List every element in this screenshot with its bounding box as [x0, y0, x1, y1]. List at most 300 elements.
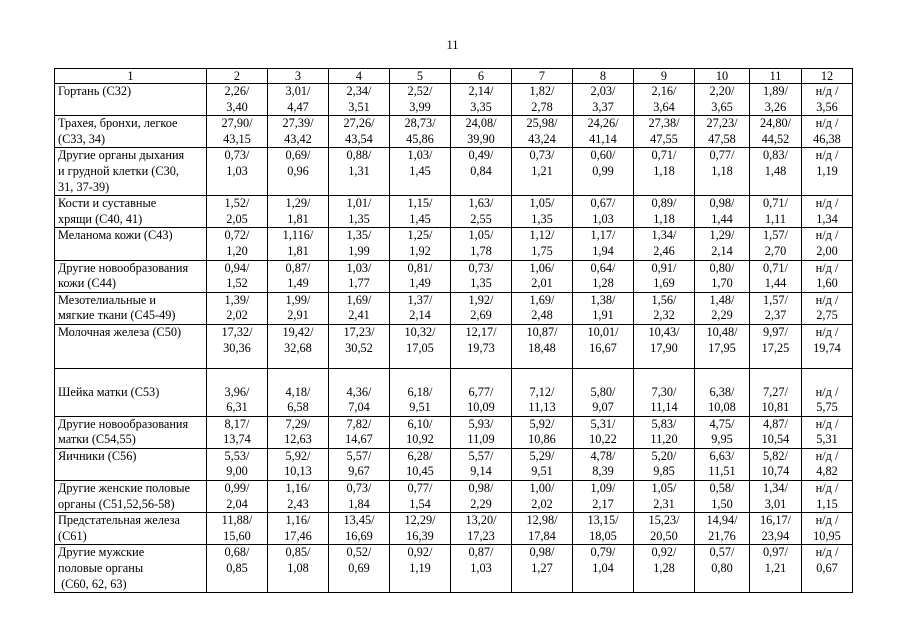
- value-bottom: 2,14: [711, 243, 733, 258]
- value-cell: [802, 116, 853, 148]
- value-cell: [573, 368, 634, 416]
- column-header: 1: [55, 69, 207, 84]
- value-bottom: 1,28: [592, 276, 614, 291]
- value-cell: [268, 148, 329, 196]
- value-bottom: 1,34: [816, 211, 838, 226]
- value-bottom: 1,99: [348, 243, 370, 258]
- value-top: 0,73/: [346, 481, 372, 496]
- value-top: 2,26/: [224, 84, 250, 98]
- value-bottom: 9,07: [592, 400, 614, 415]
- value-top: 24,08/: [465, 116, 497, 131]
- value-cell: [207, 545, 268, 593]
- value-cell: [207, 324, 268, 368]
- value-bottom: 1,81: [287, 243, 309, 258]
- value-cell: [512, 448, 573, 480]
- value-top: 3,96/: [224, 384, 250, 399]
- table-row: [55, 481, 853, 513]
- value-bottom: 0,84: [470, 163, 492, 178]
- value-top: 14,94/: [706, 513, 738, 528]
- value-bottom: 3,26: [764, 99, 787, 114]
- table-row: [55, 116, 853, 148]
- value-bottom: 1,35: [348, 211, 370, 226]
- value-top: 13,15/: [587, 513, 619, 528]
- value-bottom: 0,99: [592, 163, 614, 178]
- value-bottom: 0,96: [287, 163, 309, 178]
- value-top: 1,69/: [346, 292, 372, 307]
- value-bottom: 1,92: [409, 243, 431, 258]
- value-bottom: 1,27: [531, 561, 553, 576]
- value-top: 1,17/: [590, 228, 616, 243]
- table-body: [55, 84, 853, 593]
- value-bottom: 1,69: [653, 276, 675, 291]
- value-bottom: 16,39: [406, 528, 434, 543]
- value-top: 5,31/: [590, 416, 616, 431]
- value-cell: [512, 228, 573, 260]
- value-top: 3,01/: [285, 84, 311, 98]
- value-top: 4,75/: [709, 416, 735, 431]
- value-cell: [268, 260, 329, 292]
- value-cell: [451, 324, 512, 368]
- value-bottom: 4,47: [287, 99, 309, 114]
- value-cell: [207, 481, 268, 513]
- value-cell: [634, 368, 695, 416]
- value-top: н/д /: [815, 116, 839, 131]
- value-bottom: 1,91: [592, 308, 614, 323]
- value-top: н/д /: [815, 84, 839, 98]
- value-top: 11,88/: [221, 513, 253, 528]
- value-bottom: 10,86: [528, 432, 556, 447]
- value-top: 0,71/: [763, 196, 788, 211]
- value-cell: [390, 84, 451, 116]
- value-bottom: 16,67: [589, 340, 617, 355]
- value-bottom: 17,90: [650, 340, 678, 355]
- value-top: 0,80/: [709, 260, 735, 275]
- value-bottom: 17,05: [406, 340, 434, 355]
- value-top: 2,20/: [709, 84, 735, 98]
- value-top: 0,67/: [590, 196, 616, 211]
- value-bottom: 32,68: [284, 340, 312, 355]
- value-top: 6,38/: [709, 384, 735, 399]
- value-cell: [207, 116, 268, 148]
- value-bottom: 1,19: [409, 561, 431, 576]
- value-cell: [512, 324, 573, 368]
- value-bottom: 1,84: [348, 496, 370, 511]
- value-top: 0,68/: [224, 545, 250, 560]
- value-bottom: 1,35: [531, 211, 553, 226]
- row-label-line: [58, 369, 203, 385]
- value-top: 1,56/: [651, 292, 677, 307]
- value-cell: [802, 368, 853, 416]
- value-bottom: 9,14: [470, 464, 492, 479]
- value-bottom: 2,29: [470, 496, 492, 511]
- value-bottom: 2,37: [764, 308, 787, 323]
- value-top: 27,90/: [221, 116, 253, 131]
- value-cell: [695, 292, 750, 324]
- value-cell: [750, 513, 802, 545]
- value-bottom: 10,08: [708, 400, 736, 415]
- value-top: 7,27/: [763, 384, 788, 399]
- value-bottom: 9,51: [409, 400, 431, 415]
- value-top: 16,17/: [759, 513, 792, 528]
- row-label-line: Яичники (С56): [58, 448, 137, 463]
- value-bottom: 21,76: [708, 528, 736, 543]
- value-cell: [573, 324, 634, 368]
- value-bottom: 13,74: [223, 432, 251, 447]
- value-top: 1,34/: [651, 228, 677, 243]
- value-cell: [390, 148, 451, 196]
- value-bottom: 2,31: [653, 496, 675, 511]
- value-top: 0,71/: [763, 260, 788, 275]
- value-top: 5,82/: [763, 448, 788, 463]
- value-cell: [695, 545, 750, 593]
- value-cell: [695, 481, 750, 513]
- value-cell: [573, 116, 634, 148]
- value-cell: [802, 260, 853, 292]
- value-bottom: 3,99: [409, 99, 431, 114]
- value-top: 10,43/: [648, 324, 680, 339]
- value-top: 7,30/: [651, 384, 677, 399]
- value-top: 5,93/: [468, 416, 494, 431]
- column-header: 6: [451, 69, 512, 84]
- value-bottom: 2,41: [348, 308, 370, 323]
- value-top: 5,92/: [285, 448, 311, 463]
- value-top: 10,32/: [404, 324, 436, 339]
- value-top: 0,97/: [763, 545, 788, 560]
- value-top: 7,29/: [285, 416, 311, 431]
- value-cell: [750, 116, 802, 148]
- value-cell: [207, 448, 268, 480]
- value-top: 0,98/: [529, 545, 555, 560]
- value-top: 1,99/: [285, 292, 311, 307]
- row-label-line: хрящи (С40, 41): [58, 211, 143, 226]
- value-bottom: 1,44: [711, 211, 733, 226]
- value-top: 0,73/: [224, 148, 250, 163]
- value-cell: [750, 448, 802, 480]
- value-bottom: 2,02: [226, 308, 248, 323]
- value-bottom: 16,69: [345, 528, 373, 543]
- value-bottom: 9,51: [531, 464, 553, 479]
- value-bottom: 1,50: [711, 496, 733, 511]
- value-cell: [634, 513, 695, 545]
- value-top: 13,45/: [343, 513, 375, 528]
- value-cell: [512, 260, 573, 292]
- value-bottom: 41,14: [589, 131, 617, 146]
- table-row: [55, 260, 853, 292]
- value-cell: [451, 260, 512, 292]
- column-header: 11: [750, 69, 802, 84]
- value-bottom: 4,82: [816, 464, 838, 479]
- value-bottom: 12,63: [284, 432, 312, 447]
- value-top: 0,60/: [590, 148, 616, 163]
- value-top: 25,98/: [526, 116, 558, 131]
- value-bottom: 10,92: [406, 432, 434, 447]
- value-top: 28,73/: [404, 116, 436, 131]
- row-label-line: Другие органы дыхания: [58, 148, 185, 163]
- value-top: 0,91/: [651, 260, 677, 275]
- value-bottom: 1,48: [764, 163, 787, 178]
- value-bottom: 2,29: [711, 308, 733, 323]
- value-cell: [512, 368, 573, 416]
- row-label: [55, 324, 207, 368]
- row-label: [55, 260, 207, 292]
- value-top: 0,92/: [407, 545, 433, 560]
- value-cell: [329, 513, 390, 545]
- value-top: 1,16/: [285, 513, 311, 528]
- value-cell: [695, 368, 750, 416]
- value-bottom: 8,39: [592, 464, 614, 479]
- value-bottom: 9,95: [711, 432, 733, 447]
- page-number: 11: [446, 38, 459, 52]
- row-label: [55, 196, 207, 228]
- value-cell: [390, 545, 451, 593]
- value-top: н/д /: [815, 148, 839, 163]
- value-cell: [634, 545, 695, 593]
- value-top: 1,03/: [346, 260, 372, 275]
- value-bottom: 2,75: [816, 308, 838, 323]
- header-row: [55, 69, 853, 84]
- value-top: 0,71/: [651, 148, 677, 163]
- table-row: [55, 324, 853, 368]
- row-label-line: Другие новообразования: [58, 416, 189, 431]
- value-top: 17,32/: [221, 324, 253, 339]
- value-bottom: 2,17: [592, 496, 614, 511]
- value-bottom: 17,84: [528, 528, 556, 543]
- value-cell: [451, 84, 512, 116]
- value-cell: [634, 481, 695, 513]
- value-top: 8,17/: [224, 416, 250, 431]
- value-bottom: 1,03: [226, 163, 248, 178]
- value-cell: [573, 228, 634, 260]
- value-cell: [329, 416, 390, 448]
- value-top: н/д /: [815, 481, 839, 496]
- value-bottom: 1,15: [816, 496, 838, 511]
- value-cell: [802, 228, 853, 260]
- value-cell: [268, 481, 329, 513]
- value-bottom: 1,60: [816, 276, 838, 291]
- value-top: 0,72/: [224, 228, 250, 243]
- value-top: 1,29/: [285, 196, 311, 211]
- value-top: 24,26/: [587, 116, 619, 131]
- value-bottom: 1,18: [711, 163, 733, 178]
- value-cell: [573, 196, 634, 228]
- value-cell: [695, 260, 750, 292]
- value-bottom: 2,04: [226, 496, 248, 511]
- value-top: 0,73/: [529, 148, 555, 163]
- value-cell: [390, 228, 451, 260]
- value-top: 0,64/: [590, 260, 616, 275]
- value-cell: [268, 116, 329, 148]
- table-row: [55, 292, 853, 324]
- value-top: 5,92/: [529, 416, 555, 431]
- table-row: [55, 84, 853, 116]
- row-label-line: Другие женские половые: [58, 481, 190, 496]
- value-cell: [573, 260, 634, 292]
- value-cell: [573, 545, 634, 593]
- value-cell: [451, 481, 512, 513]
- row-label-line: кожи (С44): [58, 276, 117, 291]
- column-header: 9: [634, 69, 695, 84]
- value-cell: [802, 84, 853, 116]
- value-cell: [750, 148, 802, 196]
- value-bottom: 2,55: [470, 211, 492, 226]
- value-cell: [750, 228, 802, 260]
- value-cell: [695, 448, 750, 480]
- value-cell: [268, 228, 329, 260]
- value-bottom: 5,75: [816, 400, 838, 415]
- value-bottom: 1,20: [226, 243, 248, 258]
- value-bottom: 14,67: [345, 432, 373, 447]
- value-bottom: 1,49: [287, 276, 309, 291]
- value-cell: [695, 148, 750, 196]
- value-cell: [207, 513, 268, 545]
- value-top: 27,39/: [282, 116, 314, 131]
- value-bottom: 11,20: [650, 432, 678, 447]
- value-bottom: 18,05: [589, 528, 617, 543]
- value-cell: [573, 84, 634, 116]
- value-bottom: 11,13: [528, 400, 556, 415]
- value-bottom: 1,94: [592, 243, 614, 258]
- value-bottom: 10,74: [761, 464, 790, 479]
- value-bottom: 1,78: [470, 243, 492, 258]
- value-top: 0,92/: [651, 545, 677, 560]
- value-top: 19,42/: [282, 324, 314, 339]
- value-bottom: 1,52: [226, 276, 248, 291]
- value-cell: [750, 416, 802, 448]
- value-cell: [750, 196, 802, 228]
- value-bottom: 47,58: [708, 131, 736, 146]
- value-cell: [695, 416, 750, 448]
- value-top: 6,10/: [407, 416, 433, 431]
- value-cell: [573, 416, 634, 448]
- value-cell: [512, 513, 573, 545]
- value-bottom: 10,45: [406, 464, 434, 479]
- value-top: 5,83/: [651, 416, 677, 431]
- value-top: 10,48/: [706, 324, 738, 339]
- value-cell: [451, 545, 512, 593]
- value-cell: [268, 416, 329, 448]
- value-cell: [573, 513, 634, 545]
- value-bottom: 2,02: [531, 496, 553, 511]
- value-cell: [268, 545, 329, 593]
- value-cell: [512, 292, 573, 324]
- value-cell: [268, 324, 329, 368]
- value-top: н/д /: [815, 196, 839, 211]
- value-cell: [390, 368, 451, 416]
- value-bottom: 5,31: [816, 432, 838, 447]
- value-cell: [573, 448, 634, 480]
- value-top: 5,29/: [529, 448, 555, 463]
- value-cell: [451, 148, 512, 196]
- value-bottom: 10,81: [761, 400, 790, 415]
- value-cell: [802, 292, 853, 324]
- value-bottom: 1,45: [409, 163, 431, 178]
- value-top: 0,49/: [468, 148, 494, 163]
- value-top: н/д /: [815, 324, 839, 339]
- row-label-line: Молочная железа (С50): [58, 324, 182, 339]
- column-header: 12: [802, 69, 853, 84]
- row-label: [55, 448, 207, 480]
- value-cell: [329, 324, 390, 368]
- value-top: 27,26/: [343, 116, 375, 131]
- row-label: [55, 84, 207, 116]
- value-top: 1,82/: [529, 84, 555, 98]
- value-bottom: 3,40: [226, 99, 248, 114]
- row-label: [55, 545, 207, 593]
- value-cell: [512, 84, 573, 116]
- value-top: 6,63/: [709, 448, 735, 463]
- value-bottom: 1,44: [764, 276, 787, 291]
- value-bottom: 20,50: [650, 528, 678, 543]
- value-cell: [390, 292, 451, 324]
- value-cell: [512, 416, 573, 448]
- value-bottom: 3,56: [816, 99, 838, 114]
- row-label: [55, 368, 207, 416]
- value-top: 7,12/: [529, 384, 555, 399]
- value-bottom: 19,74: [813, 340, 841, 355]
- value-cell: [695, 196, 750, 228]
- value-bottom: 0,67: [816, 561, 838, 576]
- row-label-line: органы (С51,52,56-58): [58, 496, 175, 511]
- value-top: н/д /: [815, 448, 839, 463]
- value-cell: [390, 260, 451, 292]
- value-bottom: 2,46: [653, 243, 675, 258]
- value-cell: [512, 481, 573, 513]
- value-top: 0,94/: [224, 260, 250, 275]
- value-top: н/д /: [815, 228, 839, 243]
- value-cell: [802, 448, 853, 480]
- table-row: [55, 148, 853, 196]
- value-cell: [634, 324, 695, 368]
- value-cell: [634, 148, 695, 196]
- value-top: 5,80/: [590, 384, 616, 399]
- value-bottom: 0,69: [348, 561, 370, 576]
- incidence-table: [54, 68, 853, 593]
- value-bottom: 9,00: [226, 464, 248, 479]
- value-cell: [695, 116, 750, 148]
- value-top: 4,78/: [590, 448, 616, 463]
- value-top: 1,29/: [709, 228, 735, 243]
- value-bottom: 1,49: [409, 276, 431, 291]
- value-cell: [451, 513, 512, 545]
- value-top: 2,16/: [651, 84, 677, 98]
- row-label: [55, 416, 207, 448]
- value-top: 1,15/: [407, 196, 433, 211]
- value-top: 27,38/: [648, 116, 680, 131]
- value-top: 2,52/: [407, 84, 433, 98]
- value-bottom: 6,58: [287, 400, 309, 415]
- row-label-line: Мезотелиальные и: [58, 292, 156, 307]
- value-bottom: 2,05: [226, 211, 248, 226]
- row-label-line: Гортань (С32): [58, 84, 132, 98]
- row-label-line: Другие новообразования: [58, 260, 189, 275]
- value-bottom: 6,31: [226, 400, 248, 415]
- value-bottom: 2,01: [531, 276, 553, 291]
- table-row: [55, 228, 853, 260]
- value-cell: [512, 545, 573, 593]
- value-cell: [634, 196, 695, 228]
- row-label-line: (С33, 34): [58, 131, 106, 146]
- value-cell: [451, 228, 512, 260]
- value-bottom: 2,14: [409, 308, 431, 323]
- row-label-line: Другие мужские: [58, 545, 145, 560]
- row-label: [55, 228, 207, 260]
- value-top: 1,39/: [224, 292, 250, 307]
- value-top: 24,80/: [759, 116, 792, 131]
- value-cell: [451, 292, 512, 324]
- value-top: 4,36/: [346, 384, 372, 399]
- row-label-line: Меланома кожи (С43): [58, 228, 173, 243]
- value-top: 0,81/: [407, 260, 433, 275]
